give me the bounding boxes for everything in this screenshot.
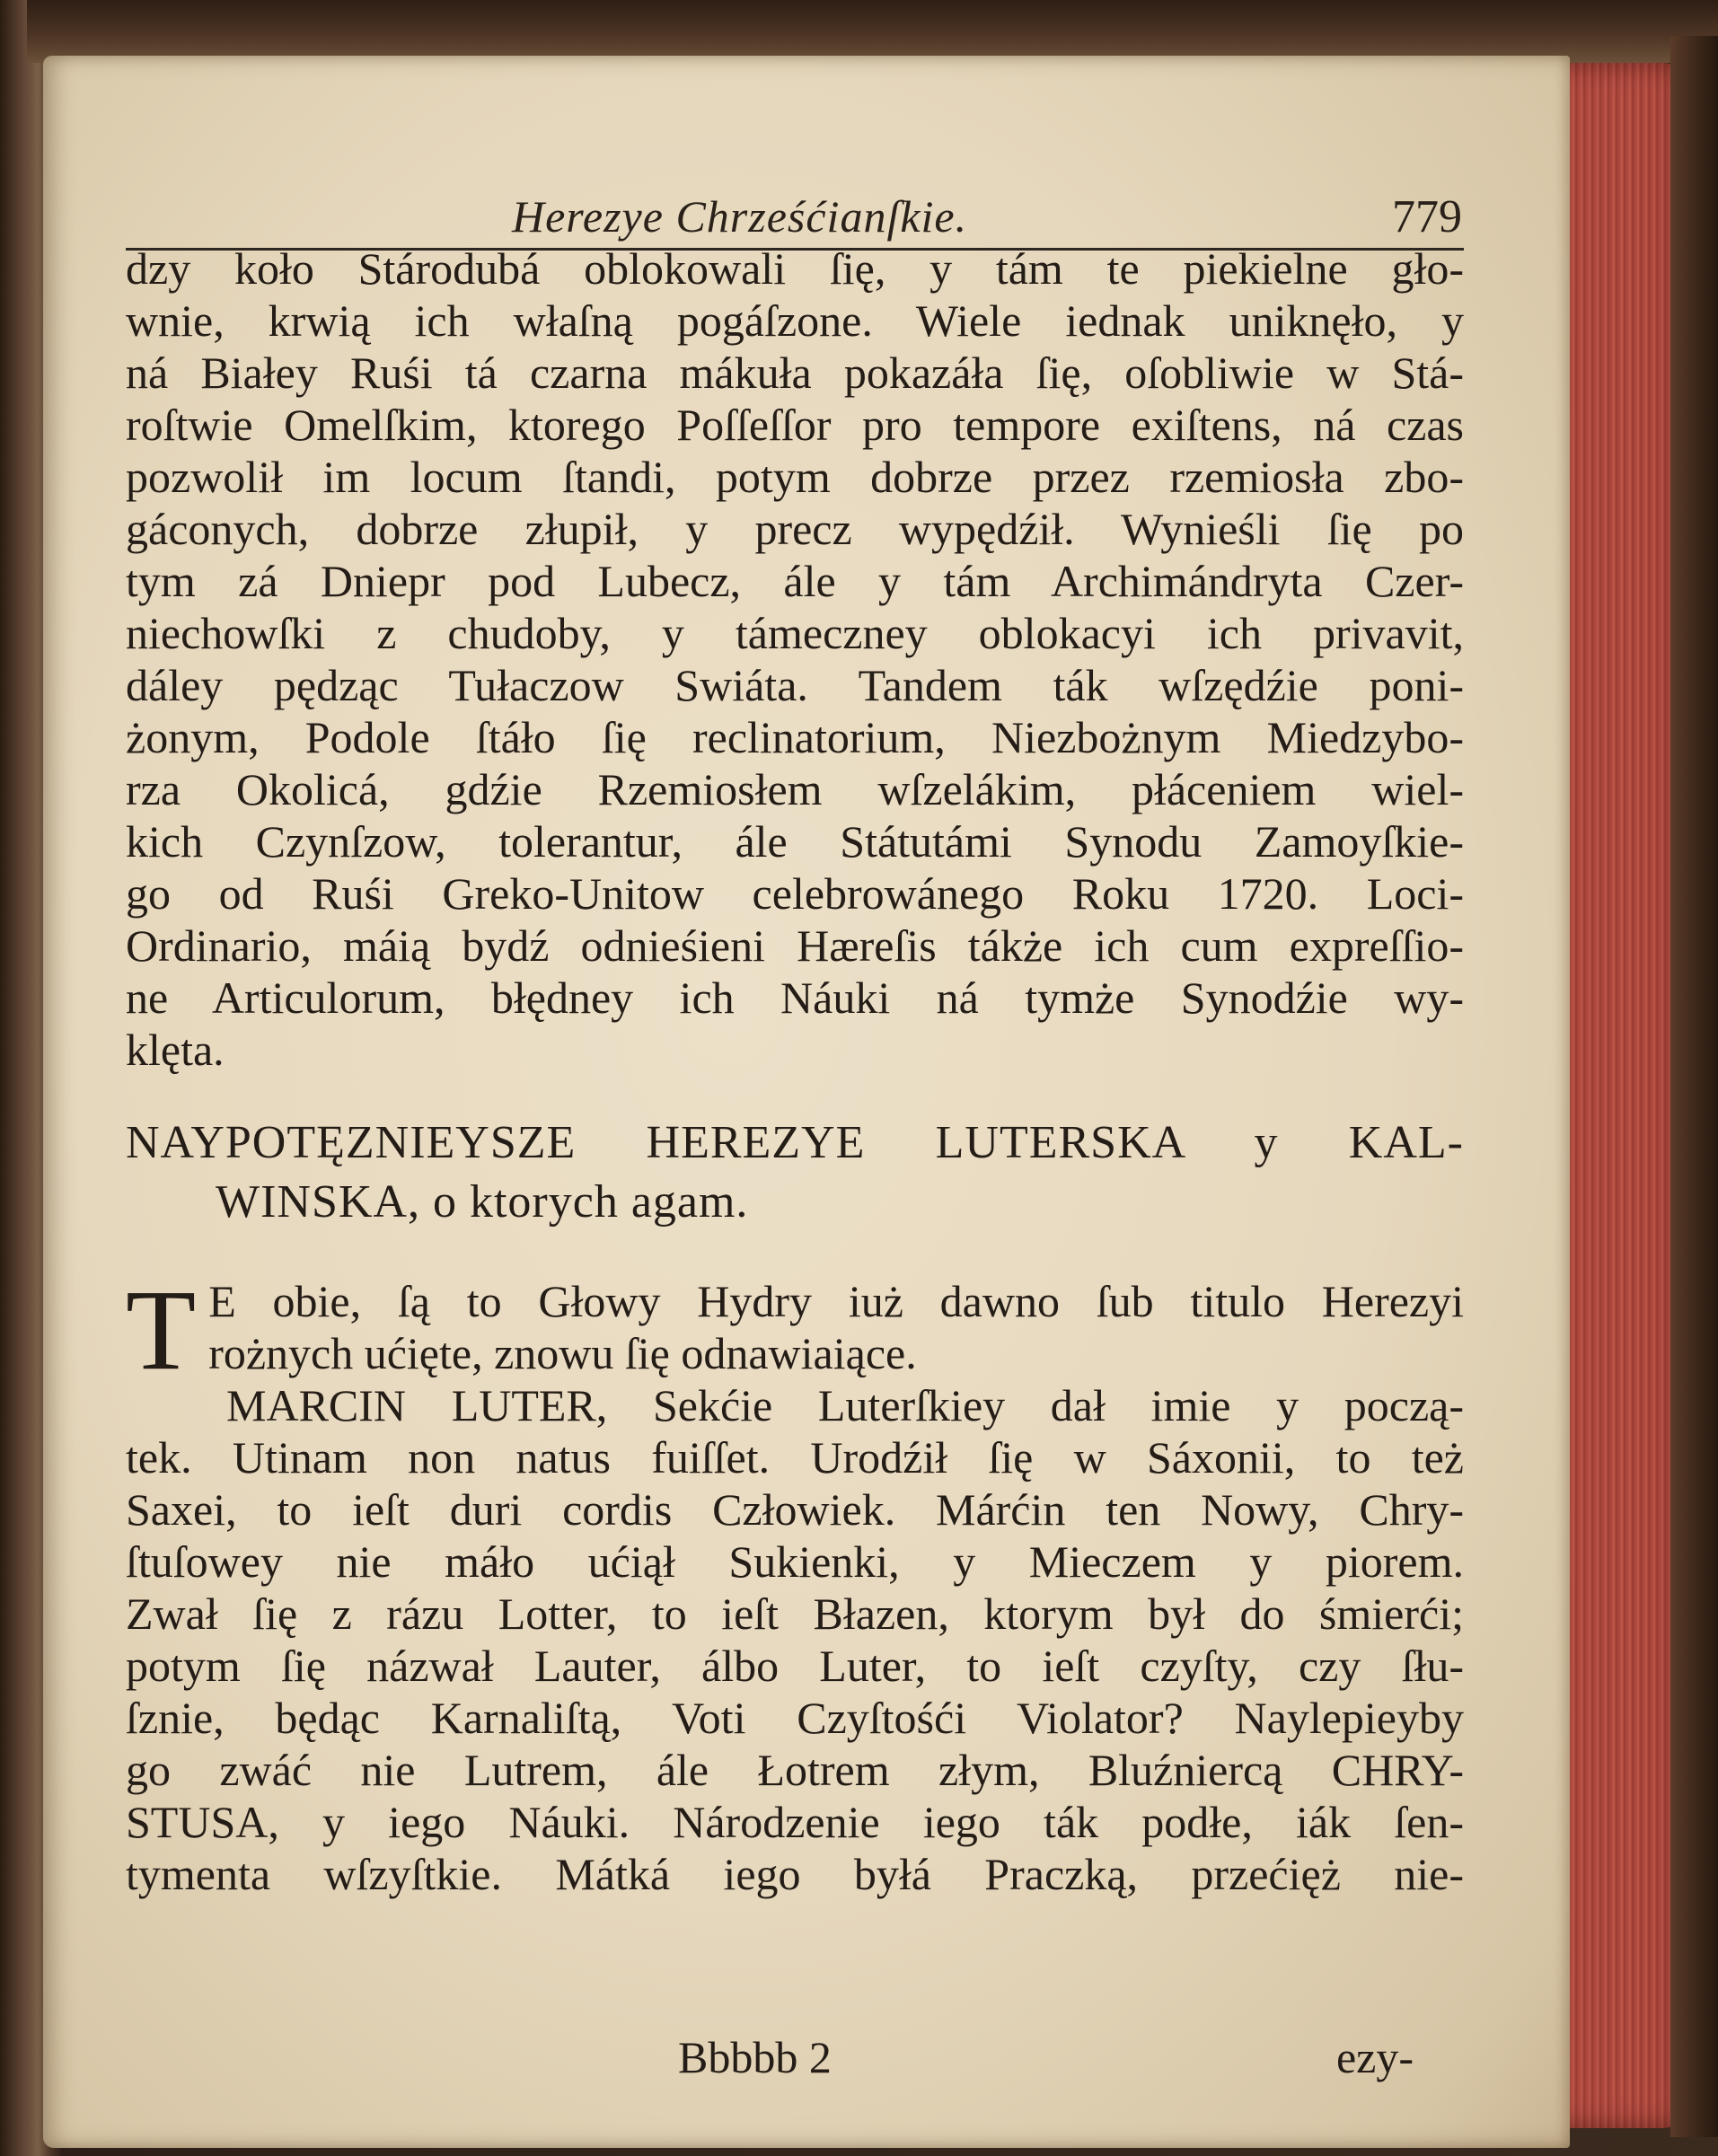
text-line: Zwał ſię z rázu Lotter, to ieſt Błazen, ktorym był do śmierći; [126,1588,1464,1639]
text-line: żonym, Podole ſtáło ſię reclinatorium, Niezbożnym Miedzybo- [126,712,1464,762]
text-line: ne Articulorum, błędney ich Náuki ná tymże Synodźie wy- [126,972,1464,1023]
book-head-edge [27,0,1718,63]
text-line: ſznie, będąc Karnaliſtą, Voti Czyſtośći Violator? Naylepieyby [126,1693,1464,1743]
section-heading [126,1113,1464,1232]
text-line: klęta. [126,1025,225,1075]
text-line: roſtwie Omelſkim, ktorego Poſſeſſor pro tempore exiſtens, ná czas [126,400,1464,450]
running-head-title: Herezye Chrześćianſkie. [512,191,968,242]
catch-line [126,2031,1464,2083]
body-text [126,242,1464,1076]
section-body [126,1266,1464,1900]
signature-mark: Bbbbb 2 [678,2032,832,2082]
text-line: E obie, ſą to Głowy Hydry iuż dawno ſub titulo Herezyi [208,1276,1464,1326]
drop-cap: T [126,1266,197,1394]
text-line: niechowſki z chudoby, y támeczney oblokacyi ich privavit, [126,608,1464,658]
text-line: Saxei, to ieſt duri cordis Człowiek. Márćin ten Nowy, Chry- [126,1484,1464,1535]
text-line: rza Okolicá, gdźie Rzemiosłem wſzelákim, płáceniem wiel- [126,764,1464,814]
page-number: 779 [1392,191,1462,242]
text-line: ná Białey Ruśi tá czarna mákuła pokazáła ſię, oſobliwie w Stá- [126,348,1464,398]
text-line: potym ſię názwał Lauter, álbo Luter, to ieſt czyſty, czy ſłu- [126,1641,1464,1691]
book-cover-edge [1670,36,1718,2137]
text-line: tek. Utinam non natus fuiſſet. Urodźił ſię w Sáxonii, to też [126,1432,1464,1483]
heading-line: NAYPOTĘZNIEYSZE HEREZYE LUTERSKA y KAL- [126,1117,1464,1168]
text-line: dáley pędząc Tułaczow Swiáta. Tandem ták wſzędźie poni- [126,660,1464,710]
text-line: rożnych ućięte, znowu ſię odnawiaiące. [208,1328,917,1378]
text-line: ſtuſowey nie máło ućiął Sukienki, y Mieczem y piorem. [126,1536,1464,1587]
catchword: ezy- [1335,2032,1414,2082]
text-line: wnie, krwią ich właſną pogáſzone. Wiele iednak uniknęło, y [126,295,1464,346]
text-line: dzy koło Stárodubá oblokowali ſię, y tám te piekielne gło- [126,243,1464,294]
text-line: go zwáć nie Lutrem, ále Łotrem złym, Bluźniercą CHRY- [126,1745,1464,1795]
text-line: tymenta wſzyſtkie. Mátká iego byłá Praczką, przećięż nie- [126,1849,1464,1899]
text-line: MARCIN LUTER, Sekćie Luterſkiey dał imie y począ- [226,1380,1464,1430]
text-line: Ordinario, máią bydź odnieśieni Hæreſis tákże ich cum expreſſio- [126,920,1464,971]
text-line: STUSA, y iego Náuki. Národzenie iego ták podłe, iák ſen- [126,1797,1464,1847]
text-line: go od Ruśi Greko-Unitow celebrowánego Roku 1720. Loci- [126,868,1464,919]
text-line: pozwolił im locum ſtandi, potym dobrze przez rzemiosła zbo- [126,452,1464,502]
text-line: tym zá Dniepr pod Lubecz, ále y tám Archimándryta Czer- [126,556,1464,606]
running-head [126,190,1464,250]
text-line: kich Czynſzow, tolerantur, ále Státutámi Synodu Zamoyſkie- [126,816,1464,867]
text-line: gáconych, dobrze złupił, y precz wypędźił. Wynieśli ſię po [126,504,1464,554]
heading-line: WINSKA, o ktorych agam. [216,1176,749,1228]
